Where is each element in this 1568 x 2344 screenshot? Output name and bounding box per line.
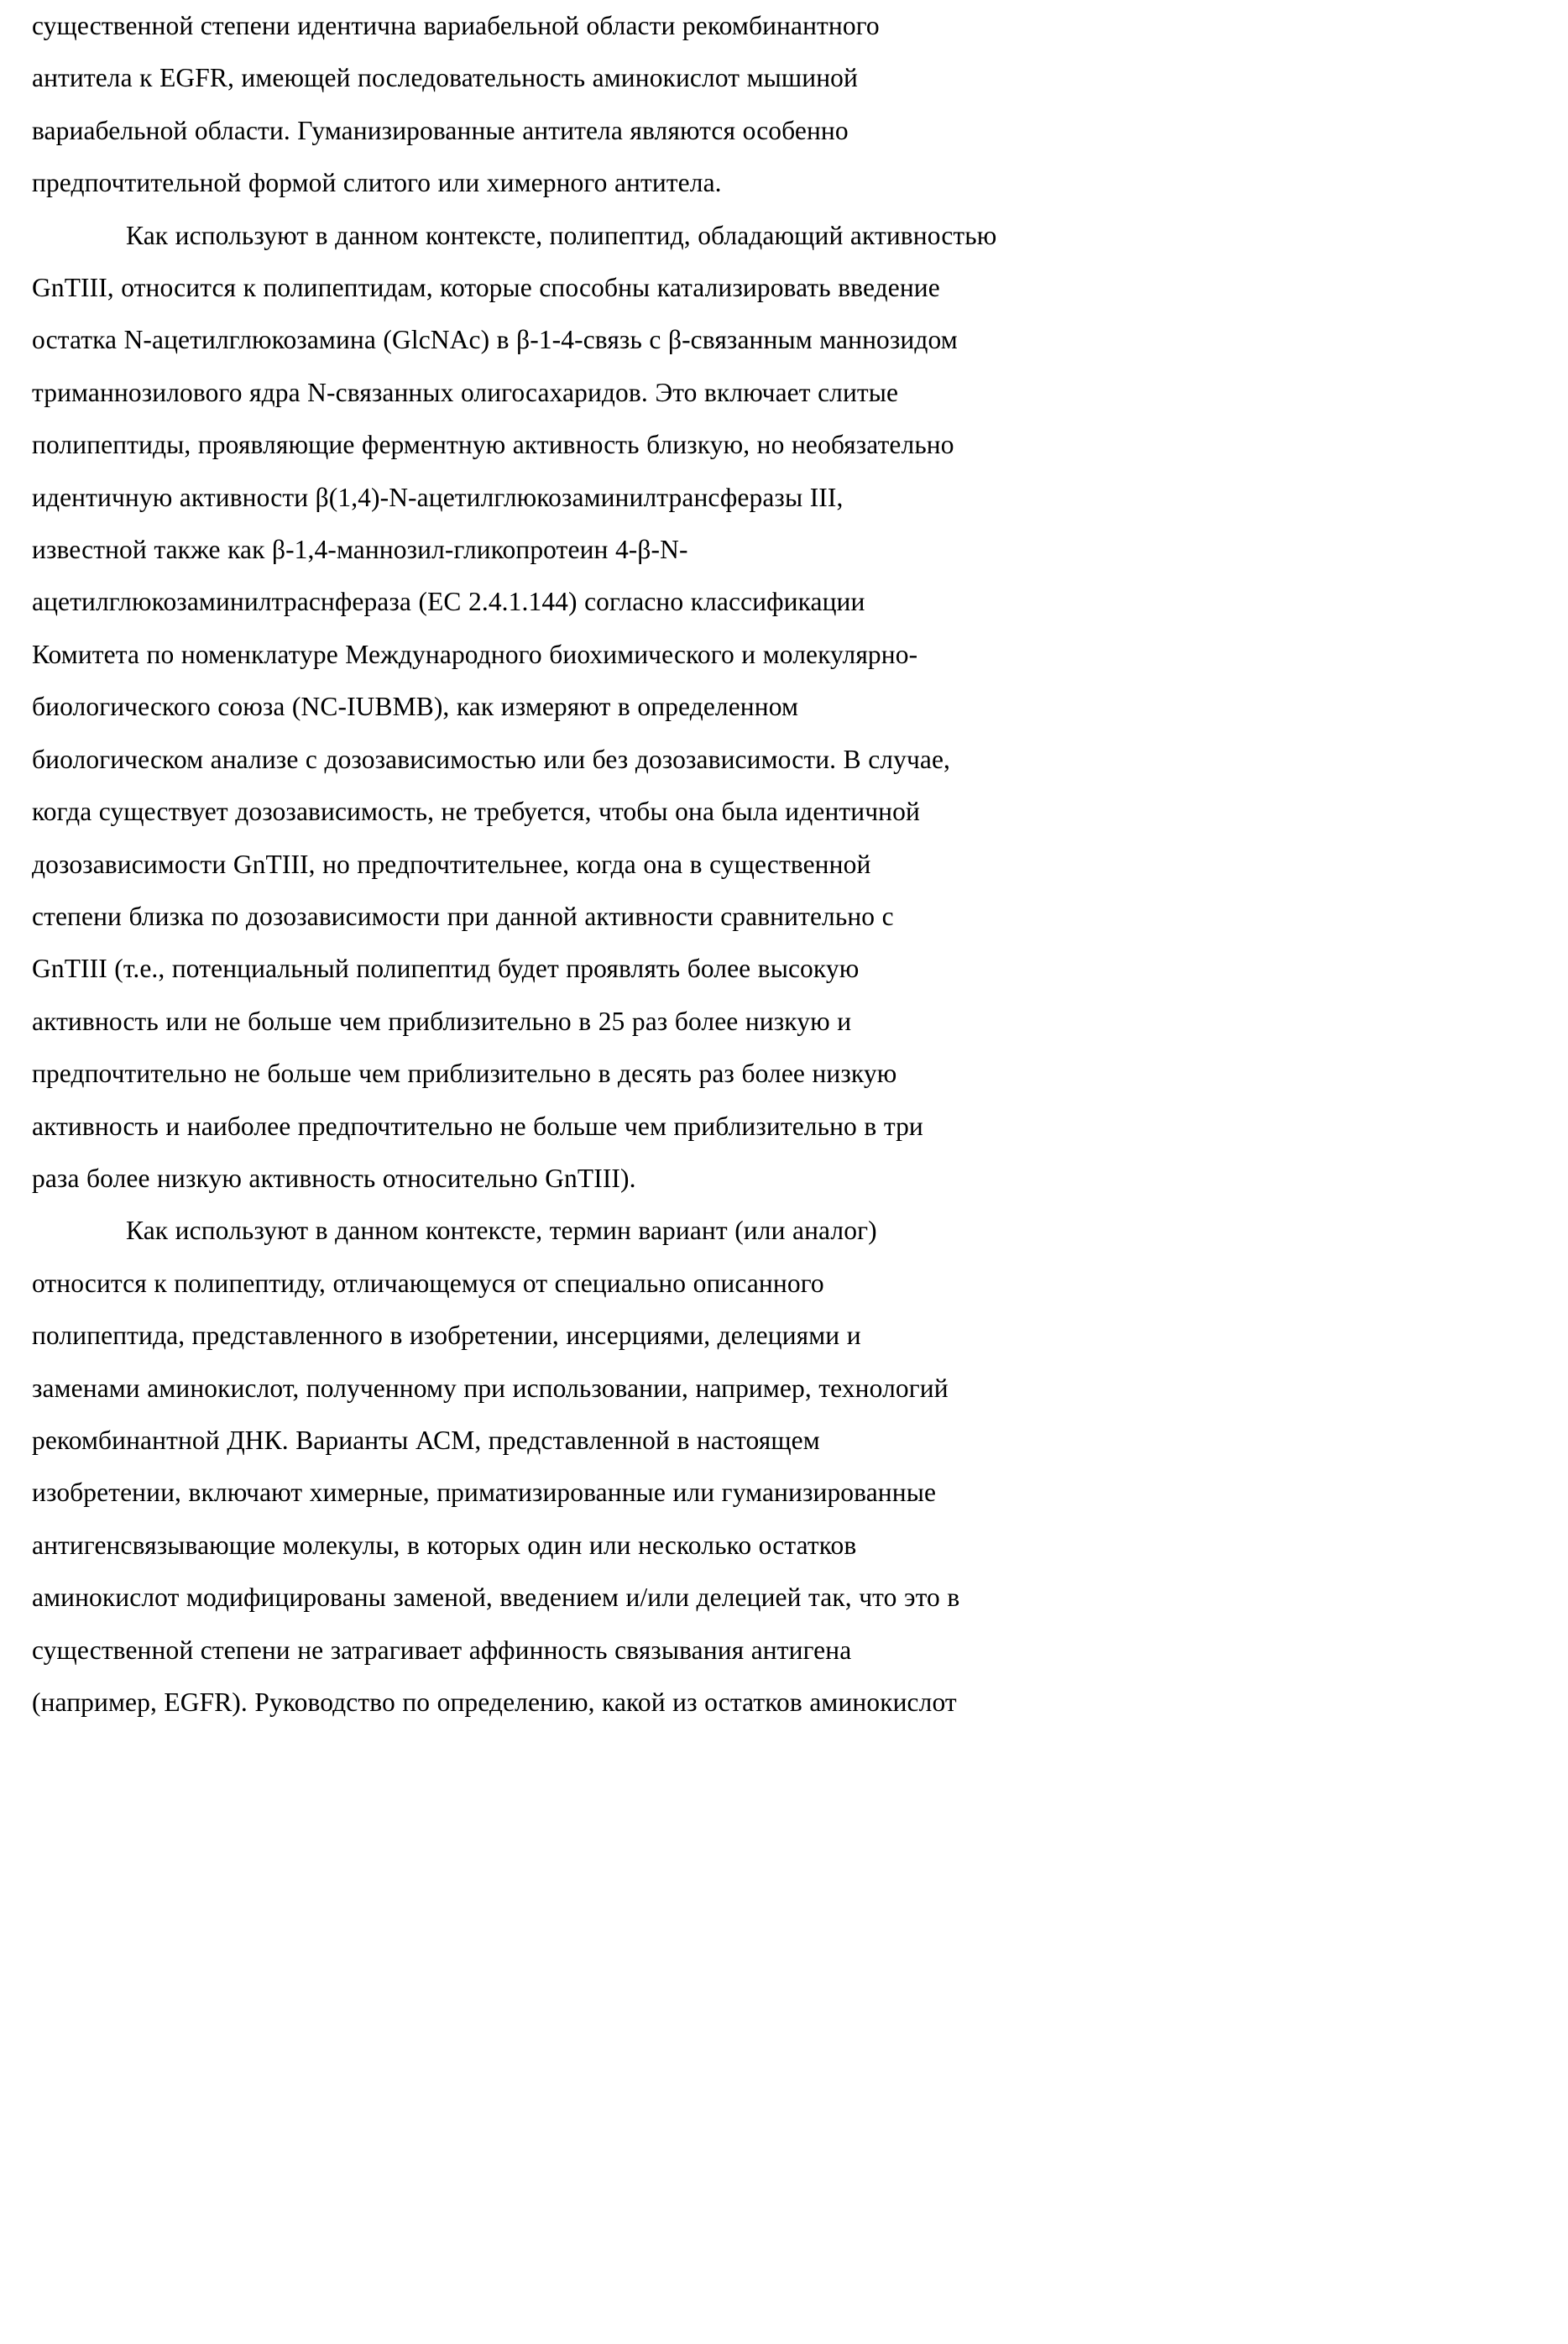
document-text-body — [32, 0, 1543, 1729]
paragraph-variant-definition: Как используют в данном контексте, термин вариант (или аналог) относится к полипептиду, отличающемуся от специально описанного полипептида, представленного в изобретении, инсерциями, делециями и заменами аминокислот, полученному при использовании, например, технологий рекомбинантной ДНК. Варианты АСМ, представленной в настоящем изобретении, включают химерные, приматизированные или гуманизированные антигенсвязывающие молекулы, в которых один или несколько остатков аминокислот модифицированы заменой, введением и/или делецией так, что это в существенной степени не затрагивает аффинность связывания антигена (например, EGFR). Руководство по определению, какой из остатков аминокислот — [32, 1216, 960, 1717]
paragraph-continuation: существенной степени идентична вариабельной области рекомбинантного антитела к EGFR, имеющей последовательность аминокислот мышиной вариабельной области. Гуманизированные антитела являются особенно предпочтительной формой слитого или химерного антитела. — [32, 11, 880, 198]
paragraph-gntiii-definition: Как используют в данном контексте, полипептид, обладающий активностью GnTIII, относится к полипептидам, которые способны катализировать введение остатка N-ацетилглюкозамина (GlcNAc) в β-1-4-связь с β-связанным маннозидом триманнозилового ядра N-связанных олигосахаридов. Это включает слитые полипептиды, проявляющие ферментную активность близкую, но необязательно идентичную активности β(1,4)-N-ацетилглюкозаминилтрансферазы III, известной также как β-1,4-маннозил-гликопротеин 4-β-N- ацетилглюкозаминилтраснфераза (ЕС 2.4.1.144) согласно классификации Комитета по номенклатуре Международного биохимического и молекулярно- биологического союза (NC-IUBMB), как измеряют в определенном биологическом анализе с дозозависимостью или без дозозависимости. В случае, когда существует дозозависимость, не требуется, чтобы она была идентичной дозозависимости GnTIII, но предпочтительнее, когда она в существенной степени близка по дозозависимости при данной активности сравнительно с GnTIII (т.е., потенциальный полипептид будет проявлять более высокую активность или не больше чем приблизительно в 25 раз более низкую и предпочтительно не больше чем приблизительно в десять раз более низкую активность и наиболее предпочтительно не больше чем приблизительно в три раза более низкую активность относительно GnTIII). — [32, 220, 997, 1193]
